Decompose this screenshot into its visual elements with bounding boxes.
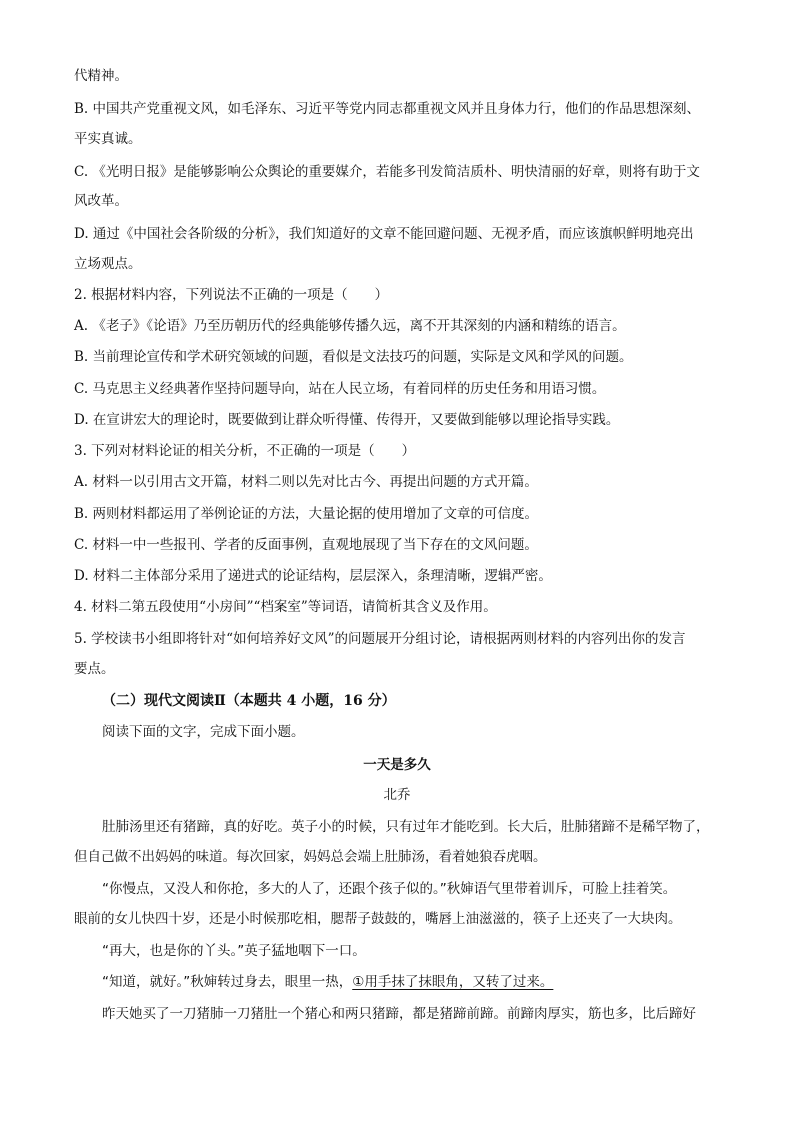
option-b-line: B. 中国共产党重视文风，如毛泽东、习近平等党内同志都重视文风并且身体力行，他们的作品思想深刻、 (74, 101, 701, 117)
q3-option-b: B. 两则材料都运用了举例论证的方法，大量论据的使用增加了文章的可信度。 (74, 506, 539, 522)
question-3: 3. 下列对材料论证的相关分析，不正确的一项是（ ） (74, 443, 416, 459)
option-c-line: C. 《光明日报》是能够影响公众舆论的重要媒介，若能多刊发简洁质朴、明快清丽的好章，则将有助于文 (74, 164, 700, 180)
story-title: 一天是多久 (363, 757, 431, 773)
underlined-sentence-1: ①用手抹了抹眼角，又转了过来。 (352, 974, 554, 990)
story-paragraph-line: 但自己做不出妈妈的味道。每次回家，妈妈总会端上肚肺汤，看着她狼吞虎咽。 (74, 849, 547, 865)
story-quote-line (102, 973, 553, 991)
q3-option-a: A. 材料一以引用古文开篇，材料二则以先对比古今、再提出问题的方式开篇。 (74, 474, 538, 490)
q2-option-b: B. 当前理论宣传和学术研究领域的问题，看似是文法技巧的问题，实际是文风和学风的问题。 (74, 349, 633, 365)
story-author: 北乔 (383, 787, 411, 803)
q2-option-c: C. 马克思主义经典著作坚持问题导向，站在人民立场，有着同样的历史任务和用语习惯。 (74, 381, 606, 397)
q2-option-a: A. 《老子》《论语》乃至历朝历代的经典能够传播久远，离不开其深刻的内涵和精练的语言。 (74, 318, 626, 334)
story-paragraph-line: “再大，也是你的丫头。”英子猛地咽下一口。 (102, 943, 366, 959)
instruction: 阅读下面的文字，完成下面小题。 (102, 724, 305, 740)
question-4: 4. 材料二第五段使用“小房间”“档案室”等词语，请简析其含义及作用。 (74, 599, 497, 615)
text-line: 平实真诚。 (74, 131, 142, 147)
text-line: 要点。 (74, 661, 115, 677)
story-paragraph-line: “你慢点，又没人和你抢，多大的人了，还跟个孩子似的。”秋婶语气里带着训斥，可脸上挂着笑。 (102, 881, 677, 897)
story-paragraph-line: 肚肺汤里还有猪蹄，真的好吃。英子小的时候，只有过年才能吃到。长大后，肚肺猪蹄不是稀罕物了， (102, 819, 710, 835)
q3-option-c: C. 材料一中一些报刊、学者的反面事例，直观地展现了当下存在的文风问题。 (74, 537, 538, 553)
q3-option-d: D. 材料二主体部分采用了递进式的论证结构，层层深入，条理清晰，逻辑严密。 (74, 568, 552, 584)
section-heading: （二）现代文阅读Ⅱ（本题共 4 小题，16 分） (102, 693, 396, 709)
text-line: 立场观点。 (74, 256, 142, 272)
text-line: 代精神。 (74, 68, 128, 84)
option-d-line: D. 通过《中国社会各阶级的分析》，我们知道好的文章不能回避问题、无视矛盾，而应该旗帜鲜明地亮出 (74, 226, 694, 242)
q2-option-d: D. 在宣讲宏大的理论时，既要做到让群众听得懂、传得开，又要做到能够以理论指导实践。 (74, 412, 620, 428)
story-paragraph-line: 昨天她买了一刀猪肺一刀猪肚一个猪心和两只猪蹄，都是猪蹄前蹄。前蹄肉厚实，筋也多，比后蹄好 (102, 1006, 696, 1022)
story-paragraph-line: 眼前的女儿快四十岁，还是小时候那吃相，腮帮子鼓鼓的，嘴唇上油滋滋的，筷子上还夹了一大块肉。 (74, 911, 682, 927)
text-line: 风改革。 (74, 193, 128, 209)
story-quote-text: “知道，就好。”秋婶转过身去，眼里一热， (102, 974, 353, 990)
question-5: 5. 学校读书小组即将针对“如何培养好文风”的问题展开分组讨论，请根据两则材料的内容列出你的发言 (74, 631, 686, 647)
question-2: 2. 根据材料内容，下列说法不正确的一项是（ ） (74, 287, 389, 303)
